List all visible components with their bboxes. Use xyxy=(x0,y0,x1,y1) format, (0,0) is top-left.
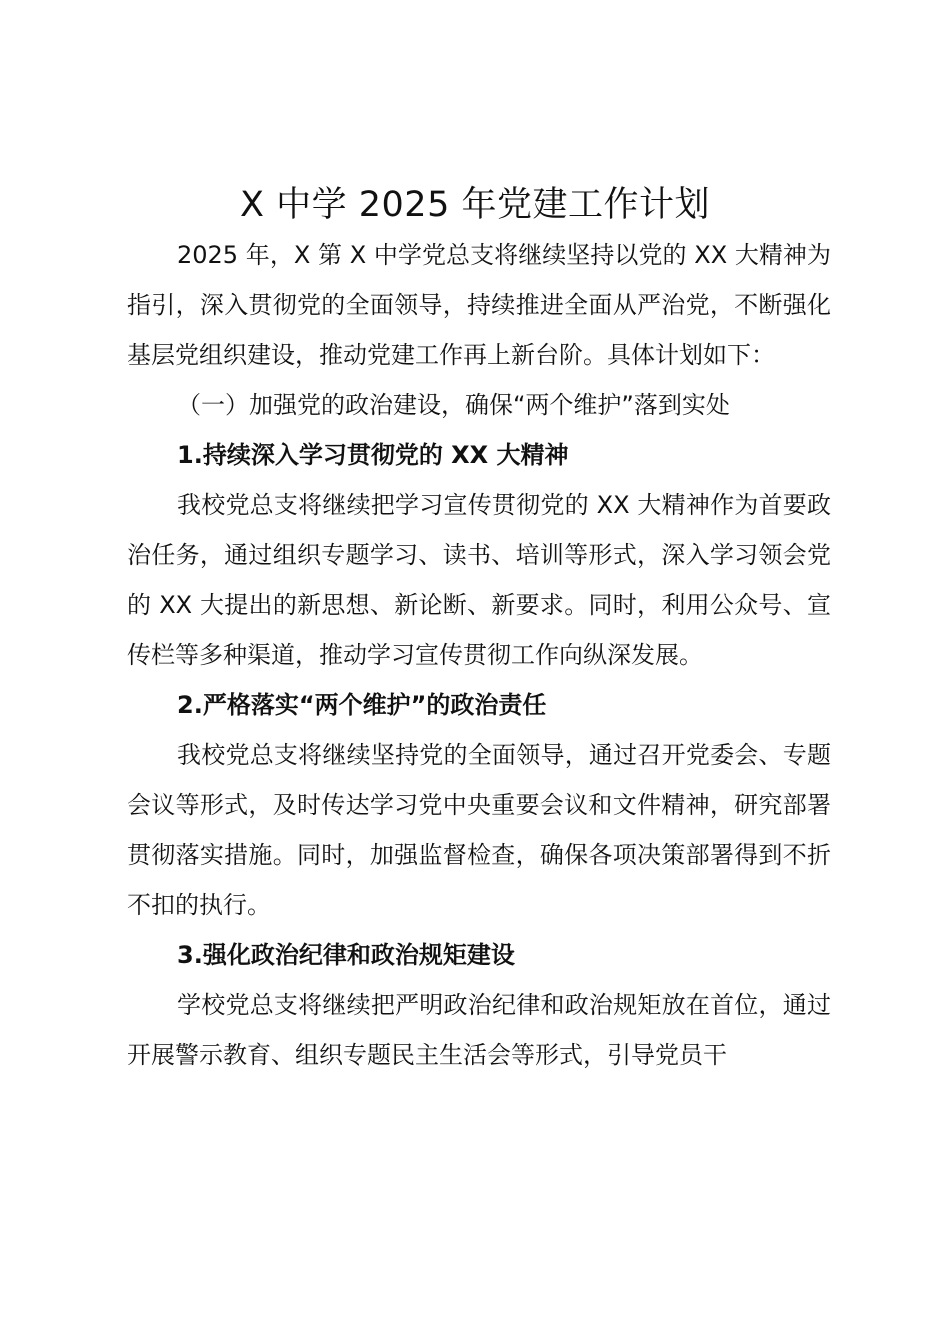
item-heading-1: 1.持续深入学习贯彻党的 XX 大精神 xyxy=(177,441,569,469)
item-body-1: 我校党总支将继续把学习宣传贯彻党的 XX 大精神作为首要政治任务，通过组织专题学习、读书、培训等形式，深入学习领会党的 XX 大提出的新思想、新论断、新要求。同时，利用公众号、宣传栏等多种渠道，推动学习宣传贯彻工作向纵深发展。 xyxy=(127,491,831,669)
section-heading-1: （一）加强党的政治建设，确保“两个维护”落到实处 xyxy=(177,391,730,419)
document-body xyxy=(127,230,831,1080)
document-title: X 中学 2025 年党建工作计划 xyxy=(240,185,710,225)
intro-paragraph: 2025 年，X 第 X 中学党总支将继续坚持以党的 XX 大精神为指引，深入贯彻党的全面领导，持续推进全面从严治党，不断强化基层党组织建设，推动党建工作再上新台阶。具体计划如下： xyxy=(127,241,831,369)
item-heading-2: 2.严格落实“两个维护”的政治责任 xyxy=(177,691,547,719)
item-body-2: 我校党总支将继续坚持党的全面领导，通过召开党委会、专题会议等形式，及时传达学习党中央重要会议和文件精神，研究部署贯彻落实措施。同时，加强监督检查，确保各项决策部署得到不折不扣的执行。 xyxy=(127,741,831,919)
item-heading-3: 3.强化政治纪律和政治规矩建设 xyxy=(177,941,515,969)
item-body-3: 学校党总支将继续把严明政治纪律和政治规矩放在首位，通过开展警示教育、组织专题民主生活会等形式，引导党员干 xyxy=(127,991,831,1069)
